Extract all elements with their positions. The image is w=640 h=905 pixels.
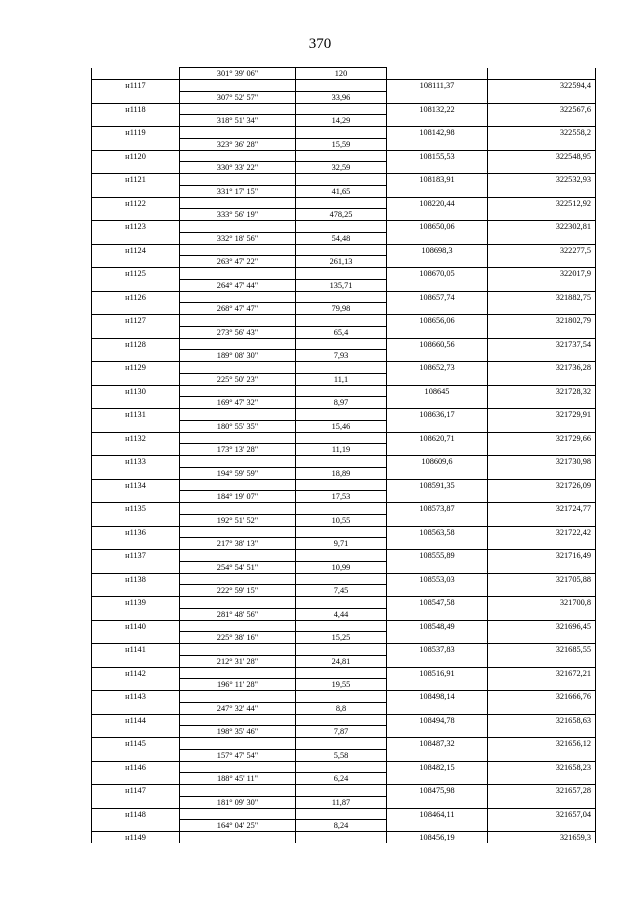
point-row [92, 620, 596, 632]
segment-length: 15,46 [296, 420, 387, 432]
segment-length: 7,87 [296, 726, 387, 738]
segment-length: 9,71 [296, 538, 387, 550]
point-name: н1143 [92, 691, 180, 703]
point-x: 108183,91 [387, 174, 488, 186]
point-row [92, 315, 596, 327]
point-name: н1127 [92, 315, 180, 327]
point-row [92, 550, 596, 562]
point-row [92, 738, 596, 750]
point-name: н1134 [92, 479, 180, 491]
segment-angle: 173° 13' 28" [180, 444, 296, 456]
point-x: 108563,58 [387, 526, 488, 538]
segment-angle: 332° 18' 56" [180, 232, 296, 244]
point-y: 322017,9 [488, 268, 596, 280]
segment-angle: 333° 56' 19" [180, 209, 296, 221]
point-name: н1119 [92, 127, 180, 139]
point-x: 108487,32 [387, 738, 488, 750]
segment-row [92, 726, 596, 738]
point-row [92, 432, 596, 444]
point-name: н1140 [92, 620, 180, 632]
segment-length: 10,99 [296, 561, 387, 573]
point-x: 108657,74 [387, 291, 488, 303]
point-row [92, 667, 596, 679]
point-row [92, 244, 596, 256]
point-y: 322594,4 [488, 80, 596, 92]
point-x: 108475,98 [387, 785, 488, 797]
segment-angle: 263° 47' 22" [180, 256, 296, 268]
segment-length: 7,93 [296, 350, 387, 362]
segment-angle: 194° 59' 59" [180, 467, 296, 479]
segment-row [92, 514, 596, 526]
point-y: 321658,63 [488, 714, 596, 726]
point-y: 321728,32 [488, 385, 596, 397]
segment-angle: 180° 55' 35" [180, 420, 296, 432]
point-name: н1126 [92, 291, 180, 303]
segment-row [92, 256, 596, 268]
segment-row [92, 91, 596, 103]
point-row [92, 103, 596, 115]
segment-length: 65,4 [296, 326, 387, 338]
point-row [92, 80, 596, 92]
point-name: н1148 [92, 808, 180, 820]
point-y: 321658,23 [488, 761, 596, 773]
segment-length: 41,65 [296, 185, 387, 197]
point-y: 321882,75 [488, 291, 596, 303]
segment-row [92, 373, 596, 385]
point-name: н1131 [92, 409, 180, 421]
point-y: 321657,28 [488, 785, 596, 797]
point-y: 321659,3 [488, 832, 596, 844]
point-name: н1117 [92, 80, 180, 92]
point-x: 108573,87 [387, 503, 488, 515]
point-x: 108670,05 [387, 268, 488, 280]
segment-row [92, 209, 596, 221]
point-y: 321672,21 [488, 667, 596, 679]
point-y: 322558,2 [488, 127, 596, 139]
point-y: 322548,95 [488, 150, 596, 162]
segment-length: 10,55 [296, 514, 387, 526]
point-row [92, 503, 596, 515]
segment-row [92, 162, 596, 174]
point-x: 108548,49 [387, 620, 488, 632]
segment-row [92, 350, 596, 362]
point-name: н1123 [92, 221, 180, 233]
point-x: 108494,78 [387, 714, 488, 726]
segment-angle: 225° 50' 23" [180, 373, 296, 385]
point-x: 108111,37 [387, 80, 488, 92]
segment-length: 6,24 [296, 773, 387, 785]
point-row [92, 714, 596, 726]
segment-row [92, 115, 596, 127]
segment-row [92, 326, 596, 338]
segment-row [92, 420, 596, 432]
segment-angle: 264° 47' 44" [180, 279, 296, 291]
segment-length: 33,96 [296, 91, 387, 103]
segment-row [92, 138, 596, 150]
segment-angle: 273° 56' 43" [180, 326, 296, 338]
point-row [92, 338, 596, 350]
point-name: н1139 [92, 597, 180, 609]
point-y: 321729,66 [488, 432, 596, 444]
segment-row [92, 279, 596, 291]
point-row [92, 385, 596, 397]
segment-angle: 247° 32' 44" [180, 702, 296, 714]
segment-row [92, 397, 596, 409]
segment-angle: 254° 54' 51" [180, 561, 296, 573]
segment-row [92, 538, 596, 550]
point-row [92, 197, 596, 209]
segment-row [92, 185, 596, 197]
segment-angle: 222° 59' 15" [180, 585, 296, 597]
segment-length: 79,98 [296, 303, 387, 315]
segment-length: 120 [296, 68, 387, 80]
point-y: 321802,79 [488, 315, 596, 327]
point-name: н1144 [92, 714, 180, 726]
segment-length: 8,24 [296, 820, 387, 832]
segment-length: 24,81 [296, 655, 387, 667]
point-y: 321696,45 [488, 620, 596, 632]
point-row [92, 127, 596, 139]
point-name: н1122 [92, 197, 180, 209]
segment-row [92, 702, 596, 714]
point-row [92, 573, 596, 585]
point-name: н1136 [92, 526, 180, 538]
point-y: 321700,8 [488, 597, 596, 609]
point-name: н1145 [92, 738, 180, 750]
point-name: н1146 [92, 761, 180, 773]
point-x: 108656,06 [387, 315, 488, 327]
segment-length: 15,25 [296, 632, 387, 644]
segment-row [92, 773, 596, 785]
segment-angle: 307° 52' 57" [180, 91, 296, 103]
segment-length: 4,44 [296, 608, 387, 620]
point-name: н1128 [92, 338, 180, 350]
segment-length: 18,89 [296, 467, 387, 479]
point-x: 108650,06 [387, 221, 488, 233]
segment-row [92, 444, 596, 456]
segment-angle: 331° 17' 15" [180, 185, 296, 197]
point-name: н1137 [92, 550, 180, 562]
point-x: 108456,19 [387, 832, 488, 844]
segment-angle: 318° 51' 34" [180, 115, 296, 127]
point-y: 322567,6 [488, 103, 596, 115]
point-row [92, 456, 596, 468]
point-row [92, 362, 596, 374]
point-x: 108645 [387, 385, 488, 397]
point-y: 322532,93 [488, 174, 596, 186]
point-row [92, 526, 596, 538]
point-y: 321716,49 [488, 550, 596, 562]
segment-length: 11,87 [296, 796, 387, 808]
point-row [92, 409, 596, 421]
page-number: 370 [308, 36, 332, 52]
point-x: 108620,71 [387, 432, 488, 444]
point-row [92, 268, 596, 280]
point-y: 322277,5 [488, 244, 596, 256]
segment-angle: 188° 45' 11" [180, 773, 296, 785]
segment-length: 5,58 [296, 749, 387, 761]
segment-length: 135,71 [296, 279, 387, 291]
point-y: 321724,77 [488, 503, 596, 515]
point-row [92, 291, 596, 303]
segment-angle: 157° 47' 54" [180, 749, 296, 761]
point-x: 108609,6 [387, 456, 488, 468]
segment-row [92, 608, 596, 620]
point-row [92, 691, 596, 703]
point-x: 108537,83 [387, 644, 488, 656]
point-name: н1135 [92, 503, 180, 515]
point-x: 108132,22 [387, 103, 488, 115]
segment-length: 11,1 [296, 373, 387, 385]
point-name: н1138 [92, 573, 180, 585]
point-x: 108591,35 [387, 479, 488, 491]
segment-angle: 268° 47' 47" [180, 303, 296, 315]
point-x: 108142,98 [387, 127, 488, 139]
point-x: 108155,53 [387, 150, 488, 162]
point-name: н1141 [92, 644, 180, 656]
segment-row [92, 749, 596, 761]
point-name: н1129 [92, 362, 180, 374]
point-x: 108547,58 [387, 597, 488, 609]
point-name: н1118 [92, 103, 180, 115]
segment-row [92, 467, 596, 479]
segment-length: 15,59 [296, 138, 387, 150]
point-row [92, 785, 596, 797]
segment-row [92, 796, 596, 808]
segment-angle: 281° 48' 56" [180, 608, 296, 620]
segment-angle: 164° 04' 25" [180, 820, 296, 832]
point-y: 321666,76 [488, 691, 596, 703]
segment-row [92, 632, 596, 644]
segment-angle: 212° 31' 28" [180, 655, 296, 667]
point-y: 321685,55 [488, 644, 596, 656]
segment-angle: 169° 47' 32" [180, 397, 296, 409]
segment-length: 32,59 [296, 162, 387, 174]
segment-row [92, 303, 596, 315]
segment-length: 54,48 [296, 232, 387, 244]
segment-length: 478,25 [296, 209, 387, 221]
point-name: н1149 [92, 832, 180, 844]
point-name: н1142 [92, 667, 180, 679]
point-name: н1147 [92, 785, 180, 797]
segment-length: 261,13 [296, 256, 387, 268]
segment-angle: 196° 11' 28" [180, 679, 296, 691]
point-x: 108652,73 [387, 362, 488, 374]
point-y: 321737,54 [488, 338, 596, 350]
point-row [92, 597, 596, 609]
point-y: 321656,12 [488, 738, 596, 750]
point-x: 108660,56 [387, 338, 488, 350]
point-x: 108698,3 [387, 244, 488, 256]
segment-row [92, 655, 596, 667]
segment-length: 8,97 [296, 397, 387, 409]
segment-length: 17,53 [296, 491, 387, 503]
point-x: 108553,03 [387, 573, 488, 585]
segment-length: 14,29 [296, 115, 387, 127]
point-row [92, 832, 596, 844]
segment-angle: 323° 36' 28" [180, 138, 296, 150]
point-name: н1125 [92, 268, 180, 280]
point-y: 322512,92 [488, 197, 596, 209]
point-y: 322302,81 [488, 221, 596, 233]
point-row [92, 644, 596, 656]
point-row [92, 761, 596, 773]
point-y: 321722,42 [488, 526, 596, 538]
point-row [92, 221, 596, 233]
point-x: 108498,14 [387, 691, 488, 703]
point-row [92, 150, 596, 162]
segment-length: 7,45 [296, 585, 387, 597]
point-y: 321657,04 [488, 808, 596, 820]
segment-row [92, 679, 596, 691]
point-name: н1121 [92, 174, 180, 186]
point-y: 321729,91 [488, 409, 596, 421]
point-name: н1130 [92, 385, 180, 397]
segment-angle: 184° 19' 07" [180, 491, 296, 503]
point-y: 321705,88 [488, 573, 596, 585]
segment-row [92, 585, 596, 597]
point-name: н1124 [92, 244, 180, 256]
segment-length: 19,55 [296, 679, 387, 691]
point-name: н1133 [92, 456, 180, 468]
coordinates-table-body [92, 68, 596, 844]
segment-angle: 192° 51' 52" [180, 514, 296, 526]
coordinates-table [91, 67, 596, 843]
point-y: 321736,28 [488, 362, 596, 374]
segment-angle: 189° 08' 30" [180, 350, 296, 362]
segment-row [92, 232, 596, 244]
segment-angle: 198° 35' 46" [180, 726, 296, 738]
point-row [92, 479, 596, 491]
point-row [92, 808, 596, 820]
point-row [92, 174, 596, 186]
point-name: н1132 [92, 432, 180, 444]
segment-length: 11,19 [296, 444, 387, 456]
segment-angle: 301° 39' 06" [180, 68, 296, 80]
point-y: 321730,98 [488, 456, 596, 468]
point-y: 321726,09 [488, 479, 596, 491]
segment-row [92, 820, 596, 832]
segment-row [92, 491, 596, 503]
segment-row [92, 68, 596, 80]
segment-angle: 181° 09' 30" [180, 796, 296, 808]
point-x: 108464,11 [387, 808, 488, 820]
segment-length: 8,8 [296, 702, 387, 714]
segment-row [92, 561, 596, 573]
segment-angle: 225° 38' 16" [180, 632, 296, 644]
segment-angle: 330° 33' 22" [180, 162, 296, 174]
point-x: 108482,15 [387, 761, 488, 773]
point-x: 108555,89 [387, 550, 488, 562]
point-x: 108220,44 [387, 197, 488, 209]
point-x: 108516,91 [387, 667, 488, 679]
segment-angle: 217° 38' 13" [180, 538, 296, 550]
point-x: 108636,17 [387, 409, 488, 421]
point-name: н1120 [92, 150, 180, 162]
